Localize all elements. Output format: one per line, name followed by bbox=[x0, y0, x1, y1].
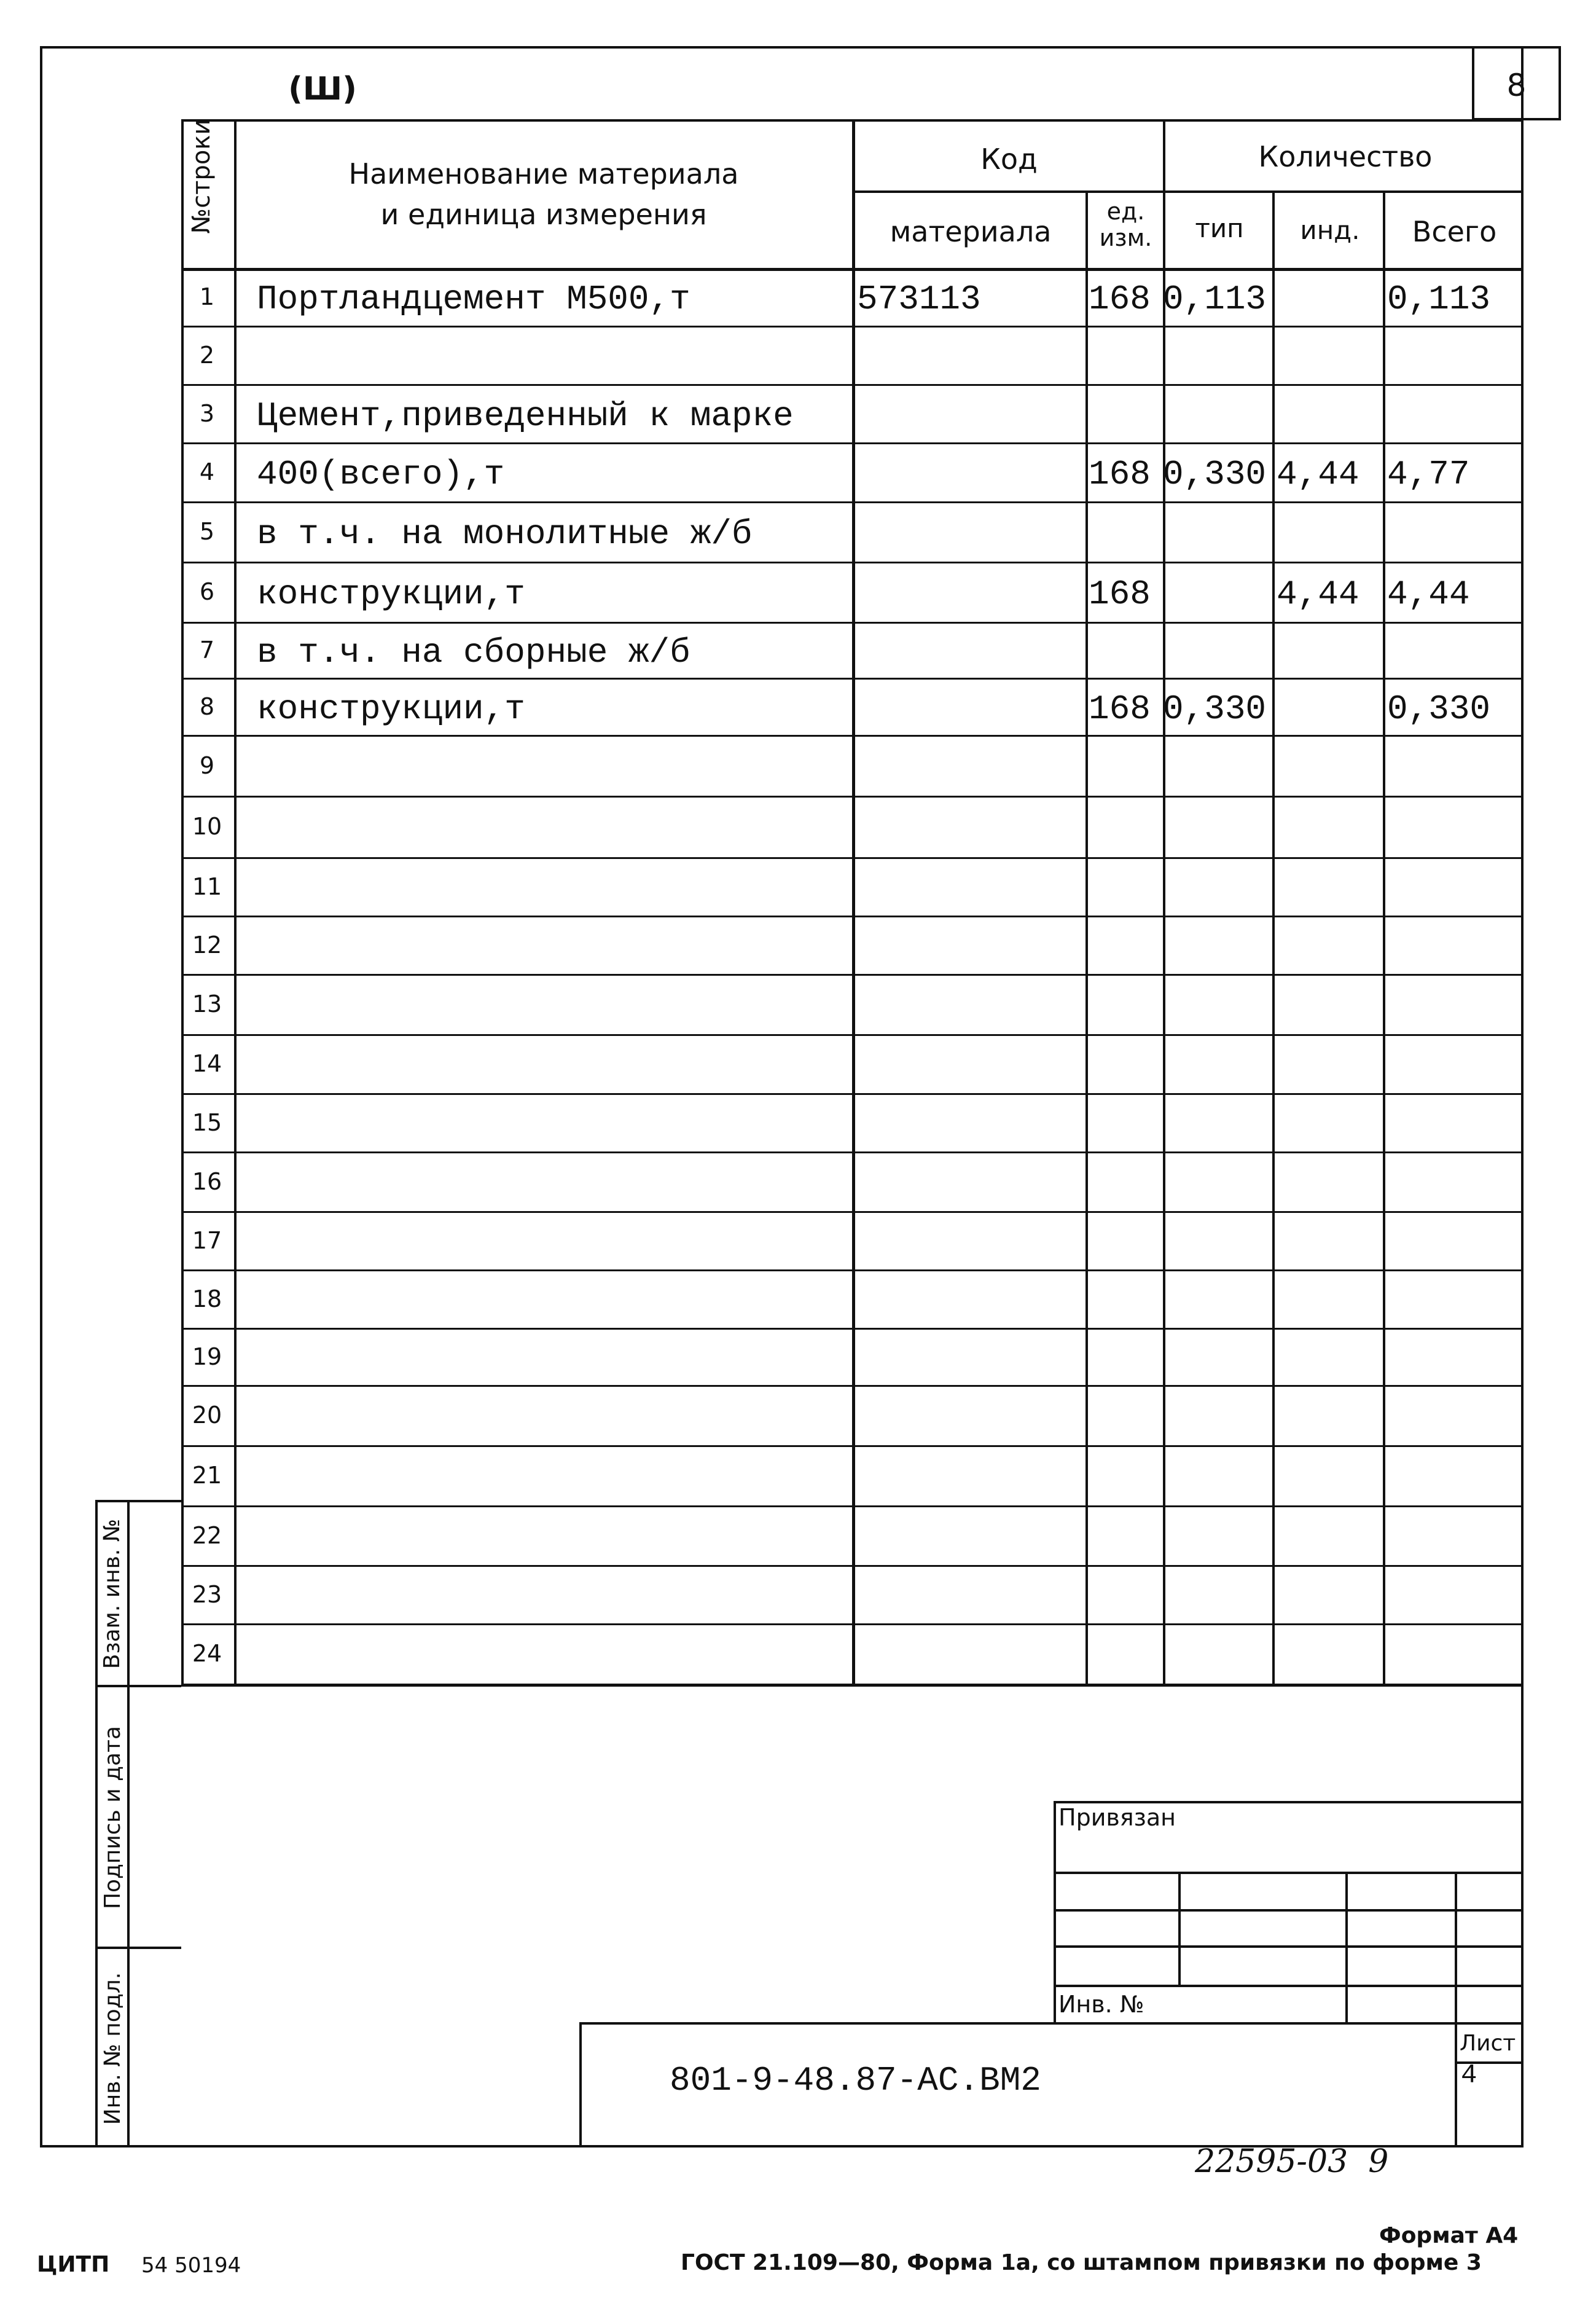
col-border-ind bbox=[1383, 190, 1385, 1686]
row-qty-type: 0,330 bbox=[1163, 689, 1267, 729]
stamp-v1 bbox=[1178, 1872, 1181, 1987]
row-number: 20 bbox=[192, 1402, 222, 1429]
header-subdivider bbox=[852, 190, 1524, 193]
col-border-name bbox=[852, 119, 855, 1686]
stamp-v3 bbox=[1455, 1872, 1457, 2147]
frame-left bbox=[40, 46, 42, 2147]
stamp-doc-left bbox=[579, 2022, 582, 2147]
row-qty-total: 0,113 bbox=[1387, 280, 1491, 319]
footer-gost: ГОСТ 21.109—80, Форма 1а, со штампом привязки по форме 3 bbox=[681, 2250, 1482, 2275]
header-name-2: и единица измерения bbox=[380, 198, 707, 231]
side-div-3 bbox=[127, 1500, 130, 2147]
row-number: 10 bbox=[192, 813, 222, 840]
stamp-r2 bbox=[1054, 1909, 1524, 1912]
footer-org: ЦИТП bbox=[37, 2252, 110, 2277]
row-unit: 168 bbox=[1089, 575, 1151, 614]
row-number: 23 bbox=[192, 1580, 222, 1608]
row-number: 19 bbox=[192, 1343, 222, 1370]
header-name: Наименование материала bbox=[348, 157, 739, 190]
row-unit: 168 bbox=[1089, 280, 1151, 319]
row-number: 11 bbox=[192, 873, 222, 900]
header-qty-ind: инд. bbox=[1300, 215, 1360, 245]
row-number: 21 bbox=[192, 1462, 222, 1489]
stamp-r4 bbox=[1054, 1985, 1524, 1987]
footer-org-code: 54 50194 bbox=[141, 2253, 241, 2278]
section-mark: (Ш) bbox=[288, 71, 357, 108]
stamp-doc-code: 801-9-48.87-АС.ВМ2 bbox=[670, 2061, 1041, 2100]
row-qty-total: 4,44 bbox=[1387, 575, 1470, 614]
row-name: в т.ч. на монолитные ж/б bbox=[257, 514, 753, 554]
header-code-material: материала bbox=[890, 215, 1052, 248]
row-number: 13 bbox=[192, 990, 222, 1018]
stamp-left bbox=[1054, 1801, 1056, 2025]
row-name: конструкции,т bbox=[257, 575, 525, 614]
row-name: конструкции,т bbox=[257, 689, 525, 729]
col-border-type bbox=[1272, 190, 1275, 1686]
stamp-list-label: Лист bbox=[1460, 2031, 1516, 2056]
row-number: 5 bbox=[199, 518, 215, 545]
row-number: 1 bbox=[199, 283, 215, 310]
header-row-number: №строки bbox=[187, 119, 216, 234]
header-code-unit-1: ед. bbox=[1106, 198, 1145, 225]
row-qty-type: 0,113 bbox=[1163, 280, 1267, 319]
stamp-v2 bbox=[1345, 1872, 1348, 2025]
stamp-list-value: 4 bbox=[1461, 2060, 1477, 2091]
row-number: 4 bbox=[199, 458, 215, 485]
page-number: 8 bbox=[1506, 68, 1527, 103]
row-code: 573113 bbox=[857, 280, 981, 319]
row-number: 3 bbox=[199, 399, 215, 427]
row-number: 18 bbox=[192, 1285, 222, 1312]
stamp-r3 bbox=[1054, 1945, 1524, 1948]
row-number: 2 bbox=[199, 341, 215, 369]
header-qty: Количество bbox=[1258, 140, 1433, 173]
handwritten-number: 22595-03 9 bbox=[1195, 2143, 1389, 2180]
row-number: 15 bbox=[192, 1108, 222, 1136]
side-podpis: Подпись и дата bbox=[100, 1725, 125, 1910]
row-qty-type: 0,330 bbox=[1163, 455, 1267, 494]
row-number: 16 bbox=[192, 1167, 222, 1195]
row-number: 14 bbox=[192, 1050, 222, 1077]
row-name: в т.ч. на сборные ж/б bbox=[257, 632, 690, 672]
row-number: 12 bbox=[192, 931, 222, 959]
col-border-code bbox=[1086, 190, 1088, 1686]
footer-format: Формат А4 bbox=[1379, 2223, 1519, 2248]
row-qty-ind: 4,44 bbox=[1277, 575, 1359, 614]
row-unit: 168 bbox=[1089, 689, 1151, 729]
col-border-unit bbox=[1163, 119, 1165, 1686]
row-name: Цемент,приведенный к марке bbox=[257, 396, 794, 436]
row-name: 400(всего),т bbox=[257, 455, 505, 494]
row-unit: 168 bbox=[1089, 455, 1151, 494]
side-vzam: Взам. инв. № bbox=[100, 1518, 125, 1669]
row-number: 7 bbox=[199, 636, 215, 664]
row-qty-total: 4,77 bbox=[1387, 455, 1470, 494]
page-box-right bbox=[1559, 46, 1561, 120]
row-number: 8 bbox=[199, 692, 215, 720]
stamp-top bbox=[1054, 1801, 1524, 1803]
stamp-privyazan: Привязан bbox=[1058, 1804, 1176, 1831]
header-code: Код bbox=[980, 143, 1038, 176]
side-inv-podl: Инв. № подл. bbox=[100, 1972, 125, 2125]
stamp-inv-no: Инв. № bbox=[1058, 1991, 1144, 2018]
row-qty-ind: 4,44 bbox=[1277, 455, 1359, 494]
row-number: 22 bbox=[192, 1521, 222, 1549]
row-number: 17 bbox=[192, 1226, 222, 1254]
row-number: 6 bbox=[199, 578, 215, 605]
col-border-right bbox=[1521, 119, 1524, 1686]
stamp-r1 bbox=[1054, 1872, 1524, 1874]
header-qty-type: тип bbox=[1195, 213, 1244, 243]
stamp-bottom bbox=[579, 2022, 1524, 2025]
header-qty-total: Всего bbox=[1412, 215, 1497, 248]
row-number: 9 bbox=[199, 751, 215, 779]
header-code-unit-2: изм. bbox=[1099, 224, 1152, 251]
row-number: 24 bbox=[192, 1640, 222, 1667]
side-box-left bbox=[95, 1500, 98, 2147]
row-name: Портландцемент М500,т bbox=[257, 280, 690, 319]
frame-top bbox=[40, 46, 1561, 49]
row-qty-total: 0,330 bbox=[1387, 689, 1491, 729]
